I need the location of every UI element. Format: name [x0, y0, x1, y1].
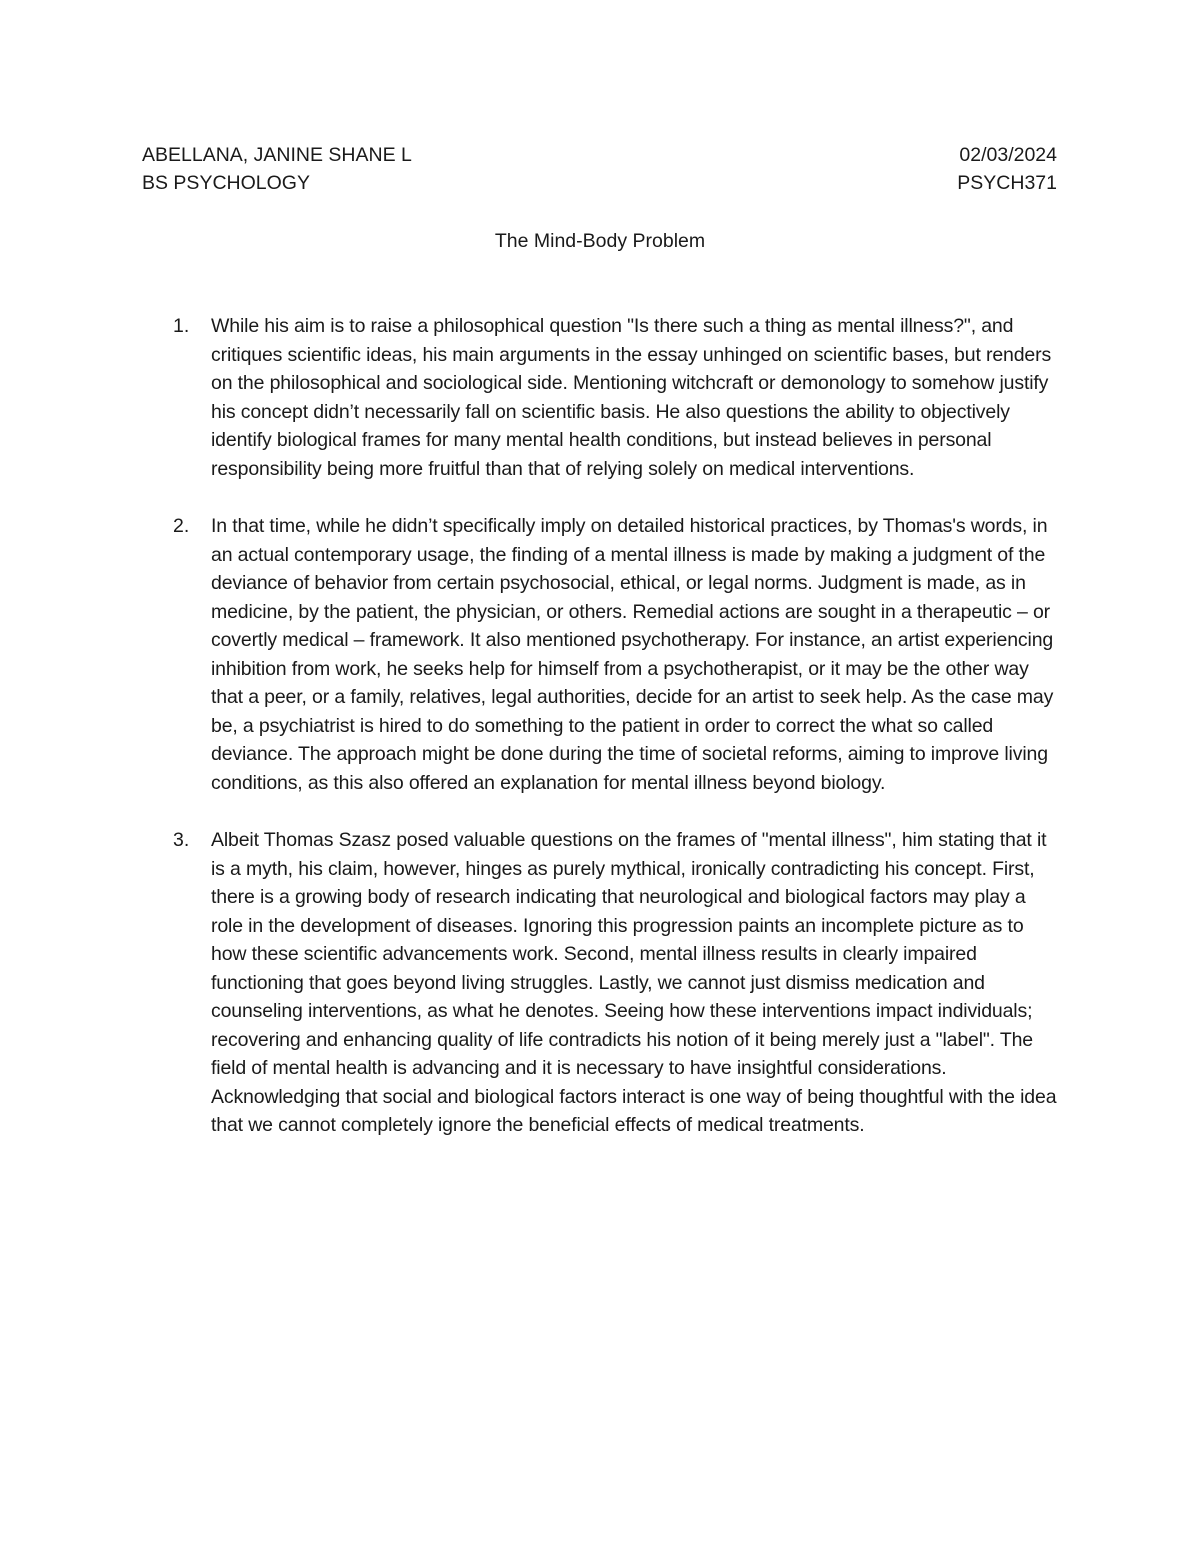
student-name: ABELLANA, JANINE SHANE L [142, 144, 412, 166]
answer-number: 3. [173, 829, 190, 851]
answer-number: 1. [173, 315, 190, 337]
header-row-2 [142, 169, 1057, 197]
answer-number: 2. [173, 515, 190, 537]
submission-date: 02/03/2024 [959, 144, 1057, 166]
answer-list [0, 312, 1200, 1169]
document-header [142, 141, 1057, 197]
header-row-1 [142, 141, 1057, 169]
document-title: The Mind-Body Problem [494, 230, 706, 252]
answer-item [0, 312, 1200, 483]
student-program: BS PSYCHOLOGY [142, 172, 310, 194]
answer-text: Albeit Thomas Szasz posed valuable questions on the frames of "mental illness", him stating that it is a myth, his claim, however, hinges as purely mythical, ironically contradicting his concept. First, there is a growing body of research indicating that neurological and biological factors may play a role in the development of diseases. Ignoring this progression paints an incomplete picture as to how these scientific advancements work. Second, mental illness results in clearly impaired functioning that goes beyond living struggles. Lastly, we cannot just dismiss medication and counseling interventions, as what he denotes. Seeing how these interventions impact individuals; recovering and enhancing quality of life contradicts his notion of it being merely just a "label". The field of mental health is advancing and it is necessary to have insightful considerations. Acknowledging that social and biological factors interact is one way of being thoughtful with the idea that we cannot completely ignore the beneficial effects of medical treatments. [211, 829, 1057, 1136]
answer-text: In that time, while he didn’t specifically imply on detailed historical practices, by Thomas's words, in an actual contemporary usage, the finding of a mental illness is made by making a judgment of the deviance of behavior from certain psychosocial, ethical, or legal norms. Judgment is made, as in medicine, by the patient, the physician, or others. Remedial actions are sought in a therapeutic – or covertly medical – framework. It also mentioned psychotherapy. For instance, an artist experiencing inhibition from work, he seeks help for himself from a psychotherapist, or it may be the other way that a peer, or a family, relatives, legal authorities, decide for an artist to seek help. As the case may be, a psychiatrist is hired to do something to the patient in order to correct the what so called deviance. The approach might be done during the time of societal reforms, aiming to improve living conditions, as this also offered an explanation for mental illness beyond biology. [211, 515, 1054, 794]
answer-item [0, 512, 1200, 797]
course-code: PSYCH371 [957, 172, 1057, 194]
answer-text: While his aim is to raise a philosophical question "Is there such a thing as mental illness?", and critiques scientific ideas, his main arguments in the essay unhinged on scientific bases, but renders on the philosophical and sociological side. Mentioning witchcraft or demonology to somehow justify his concept didn’t necessarily fall on scientific basis. He also questions the ability to objectively identify biological frames for many mental health conditions, but instead believes in personal responsibility being more fruitful than that of relying solely on medical interventions. [211, 315, 1052, 480]
answer-item [0, 826, 1200, 1140]
